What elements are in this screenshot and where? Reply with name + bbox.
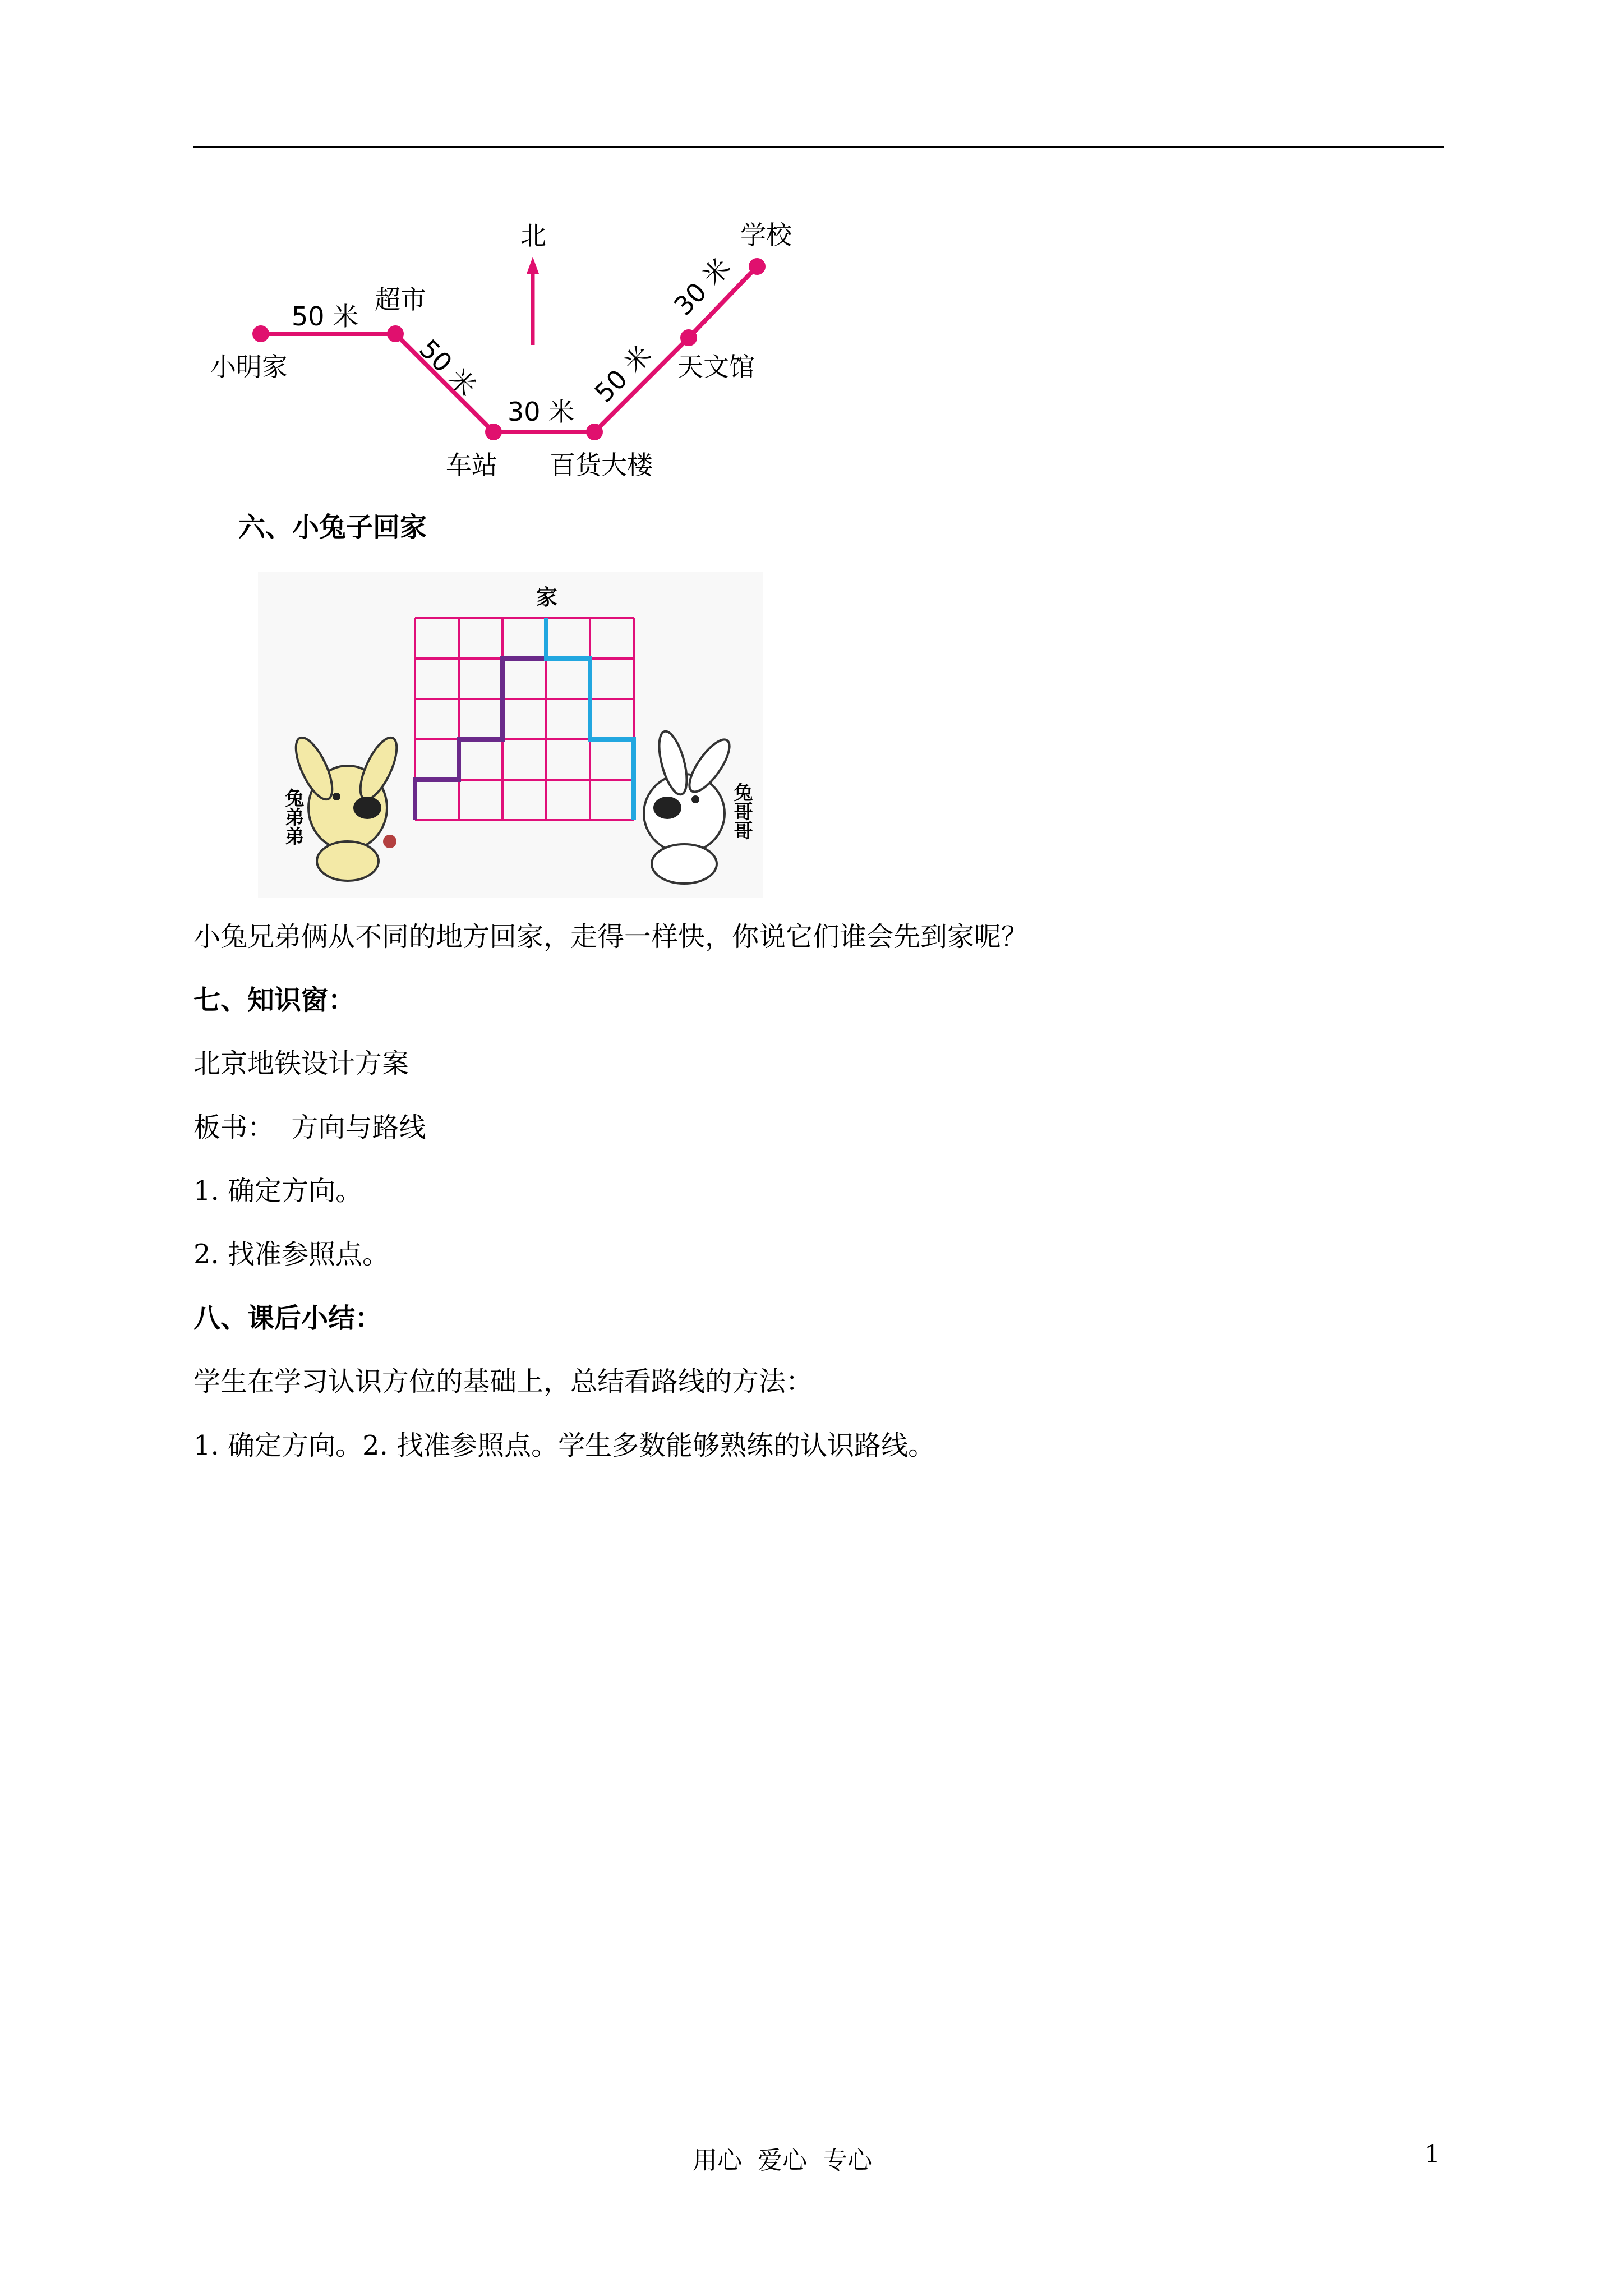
- section7-item1: 1. 确定方向。: [193, 1175, 363, 1207]
- page-number: 1: [1424, 2140, 1440, 2169]
- stop-planetarium-dot: [680, 329, 697, 346]
- stop-supermarket-dot: [387, 325, 404, 342]
- rabbit-right-label: 兔哥哥: [730, 783, 753, 840]
- section8-line1: 学生在学习认识方位的基础上，总结看路线的方法：: [193, 1366, 813, 1397]
- section8-heading: 八、课后小结：: [193, 1303, 382, 1334]
- stop-school-dot: [749, 258, 766, 275]
- rabbit-grid-diagram: [258, 572, 763, 898]
- section6-question: 小兔兄弟俩从不同的地方回家，走得一样快，你说它们谁会先到家呢？: [193, 921, 1029, 953]
- section6-heading: 六、小兔子回家: [238, 512, 427, 543]
- route-map: [202, 213, 819, 494]
- dist-supermarket-station: 50 米: [413, 333, 482, 403]
- stop-station-dot: [485, 424, 502, 440]
- label-planetarium: 天文馆: [677, 352, 755, 382]
- label-station: 车站: [446, 450, 497, 480]
- dist-planetarium-school: 30 米: [668, 252, 736, 321]
- footer-motto: 用心 爱心 专心: [693, 2146, 872, 2175]
- label-home: 小明家: [210, 352, 288, 382]
- section7-line2: 板书： 方向与路线: [193, 1112, 426, 1143]
- stop-home-dot: [252, 325, 269, 342]
- rabbit-left-label: 兔弟弟: [282, 788, 304, 845]
- section7-heading: 七、知识窗：: [193, 984, 356, 1016]
- section7-item2: 2. 找准参照点。: [193, 1239, 390, 1270]
- dist-store-planetarium: 50 米: [588, 339, 658, 408]
- north-arrow-icon: [527, 257, 539, 345]
- dist-home-supermarket: 50 米: [292, 301, 359, 332]
- stop-store-dot: [586, 424, 603, 440]
- label-store: 百货大楼: [550, 450, 653, 480]
- header-rule: [193, 146, 1444, 148]
- section8-line2: 1. 确定方向。2. 找准参照点。学生多数能够熟练的认识路线。: [193, 1430, 935, 1461]
- home-label: 家: [536, 585, 558, 610]
- label-school: 学校: [740, 220, 792, 250]
- label-supermarket: 超市: [375, 284, 426, 315]
- section7-line1: 北京地铁设计方案: [193, 1048, 409, 1079]
- north-label: 北: [520, 220, 546, 251]
- dist-station-store: 30 米: [508, 397, 575, 427]
